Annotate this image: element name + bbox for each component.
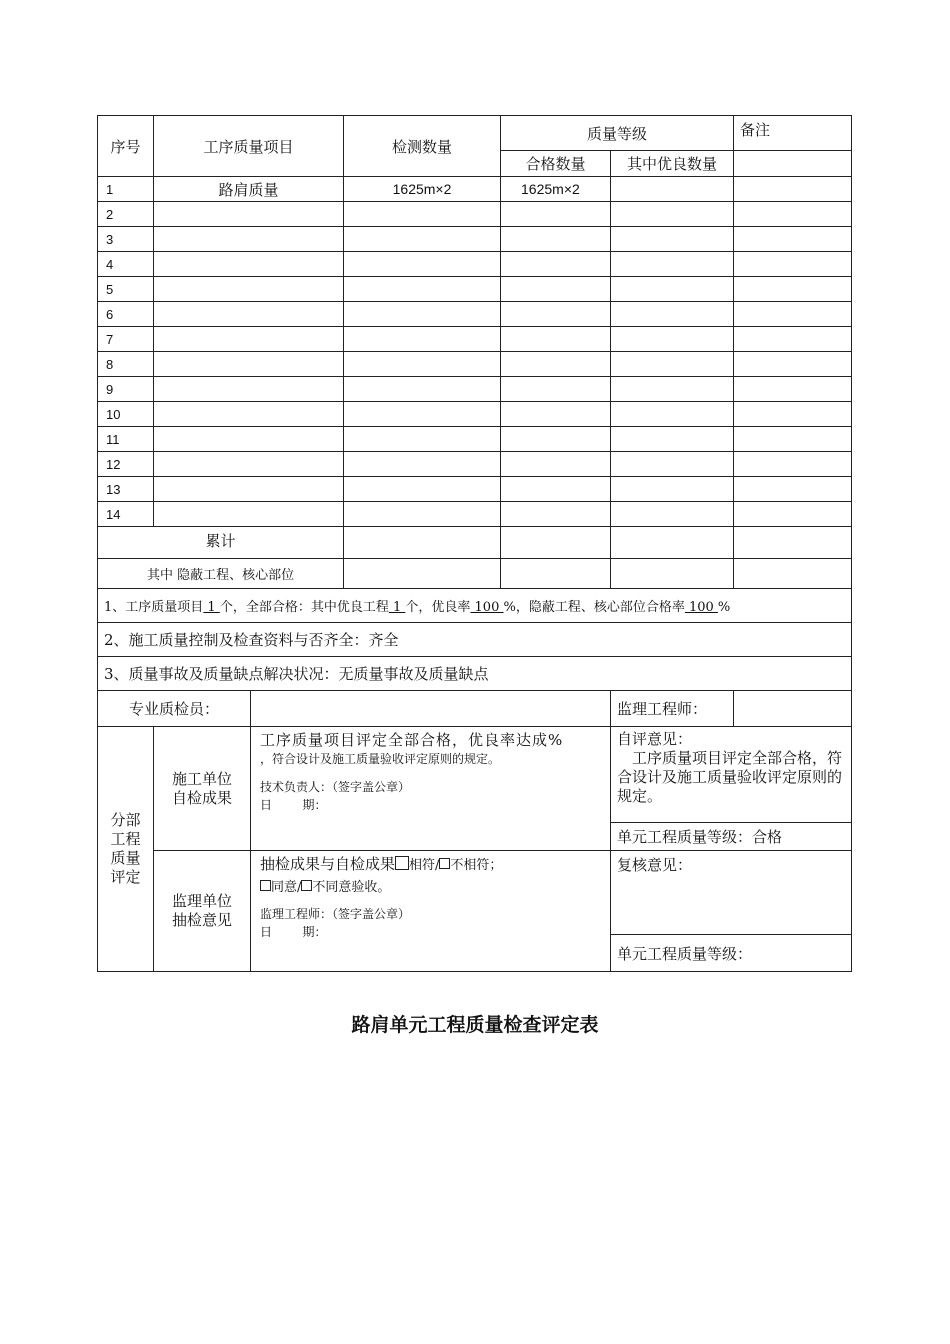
supervisor-signature-line: 监理工程师：（签字盖公章） — [260, 907, 411, 921]
hidden-pass-rate: 100 — [684, 600, 718, 615]
row-no: 4 — [98, 252, 154, 277]
row-no: 14 — [98, 502, 154, 527]
contractor-date: 日 期： — [260, 798, 327, 812]
table-row — [98, 377, 852, 402]
row-no: 9 — [98, 377, 154, 402]
row-no: 1 — [98, 177, 154, 202]
header-qualified: 合格数量 — [501, 151, 611, 177]
table-row — [98, 252, 852, 277]
self-eval-title: 自评意见： — [617, 730, 693, 748]
contractor-line-2: ，符合设计及施工质量验收评定原则的规定。 — [260, 752, 501, 766]
header-excellent: 其中优良数量 — [611, 151, 734, 177]
excellent-count: 1 — [388, 600, 406, 615]
unit-grade-supervision: 单元工程质量等级： — [611, 935, 852, 972]
table-row — [98, 227, 852, 252]
row-no: 3 — [98, 227, 154, 252]
header-count: 检测数量 — [344, 116, 501, 177]
contractor-result — [251, 727, 611, 851]
hidden-works-label: 其中 隐蔽工程、核心部位 — [98, 559, 344, 589]
table-row — [98, 277, 852, 302]
excellent-rate: 100 — [470, 600, 504, 615]
table-row — [98, 452, 852, 477]
header-item: 工序质量项目 — [154, 116, 344, 177]
contractor-line-1: 工序质量项目评定全部合格，优良率达成% — [260, 731, 564, 749]
supervision-result — [251, 851, 611, 972]
disagree-checkbox-icon[interactable] — [301, 880, 312, 891]
consistent-checkbox-icon[interactable] — [395, 856, 409, 870]
unit-grade-contractor: 单元工程质量等级：合格 — [611, 823, 852, 851]
acceptance-line: 同意/ 不同意验收。 — [260, 876, 604, 895]
inspector-signature — [251, 691, 611, 727]
row-no: 6 — [98, 302, 154, 327]
review-opinion: 复核意见： — [611, 851, 852, 935]
row-no: 13 — [98, 477, 154, 502]
inspector-label: 专业质检员： — [98, 691, 251, 727]
self-evaluation — [611, 727, 852, 823]
summary-line-1: 1、工序质量项目 1 个，全部合格：其中优良工程 1 个，优良率 100 %，隐蔽工程、核心部位合格率 100 % — [98, 589, 852, 623]
header-grade: 质量等级 — [501, 116, 734, 151]
inconsistent-checkbox-icon[interactable] — [439, 858, 450, 869]
row-no: 5 — [98, 277, 154, 302]
agree-checkbox-icon[interactable] — [260, 880, 271, 891]
contractor-label: 施工单位自检成果 — [154, 727, 251, 851]
row-no: 10 — [98, 402, 154, 427]
sample-check-line: 抽检成果与自检成果 相符/ 不相符； — [260, 855, 503, 873]
row-remark — [734, 177, 852, 202]
header-seq: 序号 — [98, 116, 154, 177]
row-excellent — [611, 177, 734, 202]
supervision-label: 监理单位抽检意见 — [154, 851, 251, 972]
row-no: 2 — [98, 202, 154, 227]
table-row — [98, 327, 852, 352]
table-row — [98, 427, 852, 452]
row-no: 7 — [98, 327, 154, 352]
row-no: 8 — [98, 352, 154, 377]
table-row — [98, 352, 852, 377]
total-label: 累计 — [98, 527, 344, 559]
page-title: 路肩单元工程质量检查评定表 — [351, 1014, 599, 1036]
table-row — [98, 477, 852, 502]
header-remark-blank — [734, 151, 852, 177]
row-qualified: 1625m×2 — [501, 177, 611, 202]
row-count: 1625m×2 — [344, 177, 501, 202]
table-row — [98, 177, 852, 202]
summary-line-2: 2、施工质量控制及检查资料与否齐全：齐全 — [98, 623, 852, 657]
summary-line-3: 3、质量事故及质量缺点解决状况：无质量事故及质量缺点 — [98, 657, 852, 691]
table-row — [98, 202, 852, 227]
tech-lead-signature: 技术负责人：（签字盖公章） — [260, 780, 411, 794]
item-count: 1 — [203, 600, 220, 615]
header-remark: 备注 — [734, 116, 852, 151]
quality-assessment-table — [97, 115, 852, 972]
row-no: 12 — [98, 452, 154, 477]
self-eval-text: 工序质量项目评定全部合格，符合设计及施工质量验收评定原则的规定。 — [617, 749, 843, 805]
row-no: 11 — [98, 427, 154, 452]
table-row — [98, 502, 852, 527]
evaluation-side-label: 分部工程质量评定 — [98, 727, 154, 972]
supervisor-signature — [734, 691, 852, 727]
table-row — [98, 302, 852, 327]
supervision-date: 日 期： — [260, 925, 327, 939]
table-row — [98, 402, 852, 427]
row-item: 路肩质量 — [154, 177, 344, 202]
supervisor-label: 监理工程师： — [611, 691, 734, 727]
